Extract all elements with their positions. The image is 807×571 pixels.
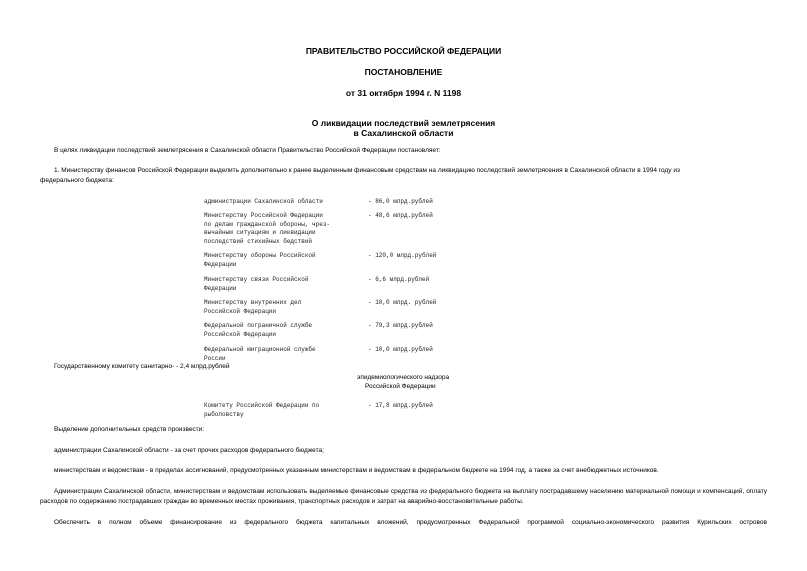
allocation-amount: - 48,6 млрд.рублей (368, 212, 433, 219)
allocation-recipient: Министерству внутренних дел Российской Федерации (204, 299, 302, 315)
title-line-1: О ликвидации последствий землетрясения (311, 118, 496, 128)
allocation-amount: - 17,8 млрд.рублей (368, 402, 433, 409)
allocation-recipient: администрации Сахалинской области (204, 198, 323, 205)
date-number: от 31 октября 1994 г. N 1198 (345, 88, 462, 98)
allocation-amount: - 10,0 млрд.рублей (368, 346, 433, 353)
sanepid-line: Государственному комитету санитарно- - 2,4 млрд.рублей (54, 363, 230, 370)
paragraph-1-line-2: федерального бюджета: (40, 177, 114, 184)
allocation-amount: - 120,0 млрд.рублей (368, 252, 437, 259)
funding-source-1: администрации Сахалинской области - за счет прочих расходов федерального бюджета; (54, 447, 324, 454)
allocation-recipient: Министерству связи Российской Федерации (204, 276, 309, 292)
allocation-recipient: Федеральной пограничной службе Российской Федерации (204, 322, 313, 338)
intro-paragraph: В целях ликвидации последствий землетрясения в Сахалинской области Правительство Российской Федерации постановляет: (54, 147, 441, 154)
allocation-recipient: Министерству обороны Российской Федерации (204, 252, 316, 268)
allocation-recipient: Федеральной миграционной службе России (204, 346, 316, 362)
document-type: ПОСТАНОВЛЕНИЕ (364, 67, 443, 77)
funding-source-intro: Выделение дополнительных средств произвести: (54, 426, 205, 433)
allocation-amount: - 10,0 млрд. рублей (368, 299, 437, 306)
sanepid-continuation-2: Российской Федерации (365, 383, 436, 390)
allocation-amount: - 79,3 млрд.рублей (368, 322, 433, 329)
paragraph-1-line-1: 1. Министерству финансов Российской Федерации выделить дополнительно к ранее выделенным финансовым средствам на ликвидацию последствий землетрясения в Сахалинской области в 1994 году из (54, 167, 680, 174)
government-heading: ПРАВИТЕЛЬСТВО РОССИЙСКОЙ ФЕДЕРАЦИИ (305, 46, 502, 56)
paragraph-3: Обеспечить в полном объеме финансирование из федерального бюджета капитальных вложений, предусмотренных Федеральной программой социально-экономического развития Курильских островов (54, 519, 767, 526)
title-line-2: в Сахалинской области (353, 128, 454, 138)
allocation-amount: - 86,0 млрд.рублей (368, 198, 433, 205)
allocation-recipient: Комитету Российской Федерации по рыболовству (204, 402, 320, 418)
paragraph-2: Администрации Сахалинской области, министерствам и ведомствам использовать выделяемые финансовые средства из федерального бюджета на выплату пострадавшему населению материальной помощи и компенсаций, оплату расходов по содержанию пострадавших граждан во временных местах проживания, транспортных расходов и затрат на аварийно-восстановительные работы. (40, 488, 767, 505)
funding-source-2: министерствам и ведомствам - в пределах ассигнований, предусмотренных указанным министерствам и ведомствам в федеральном бюджете на 1994 год, а также за счет внебюджетных источников. (54, 467, 659, 474)
allocation-amount: - 6,6 млрд.рублей (368, 276, 430, 283)
sanepid-continuation-1: эпидемиологического надзора (357, 374, 450, 381)
allocation-recipient: Министерству Российской Федерации по делам гражданской обороны, чрез- вычайным ситуациям и ликвидации последствий стихийных бедствий (204, 212, 331, 245)
